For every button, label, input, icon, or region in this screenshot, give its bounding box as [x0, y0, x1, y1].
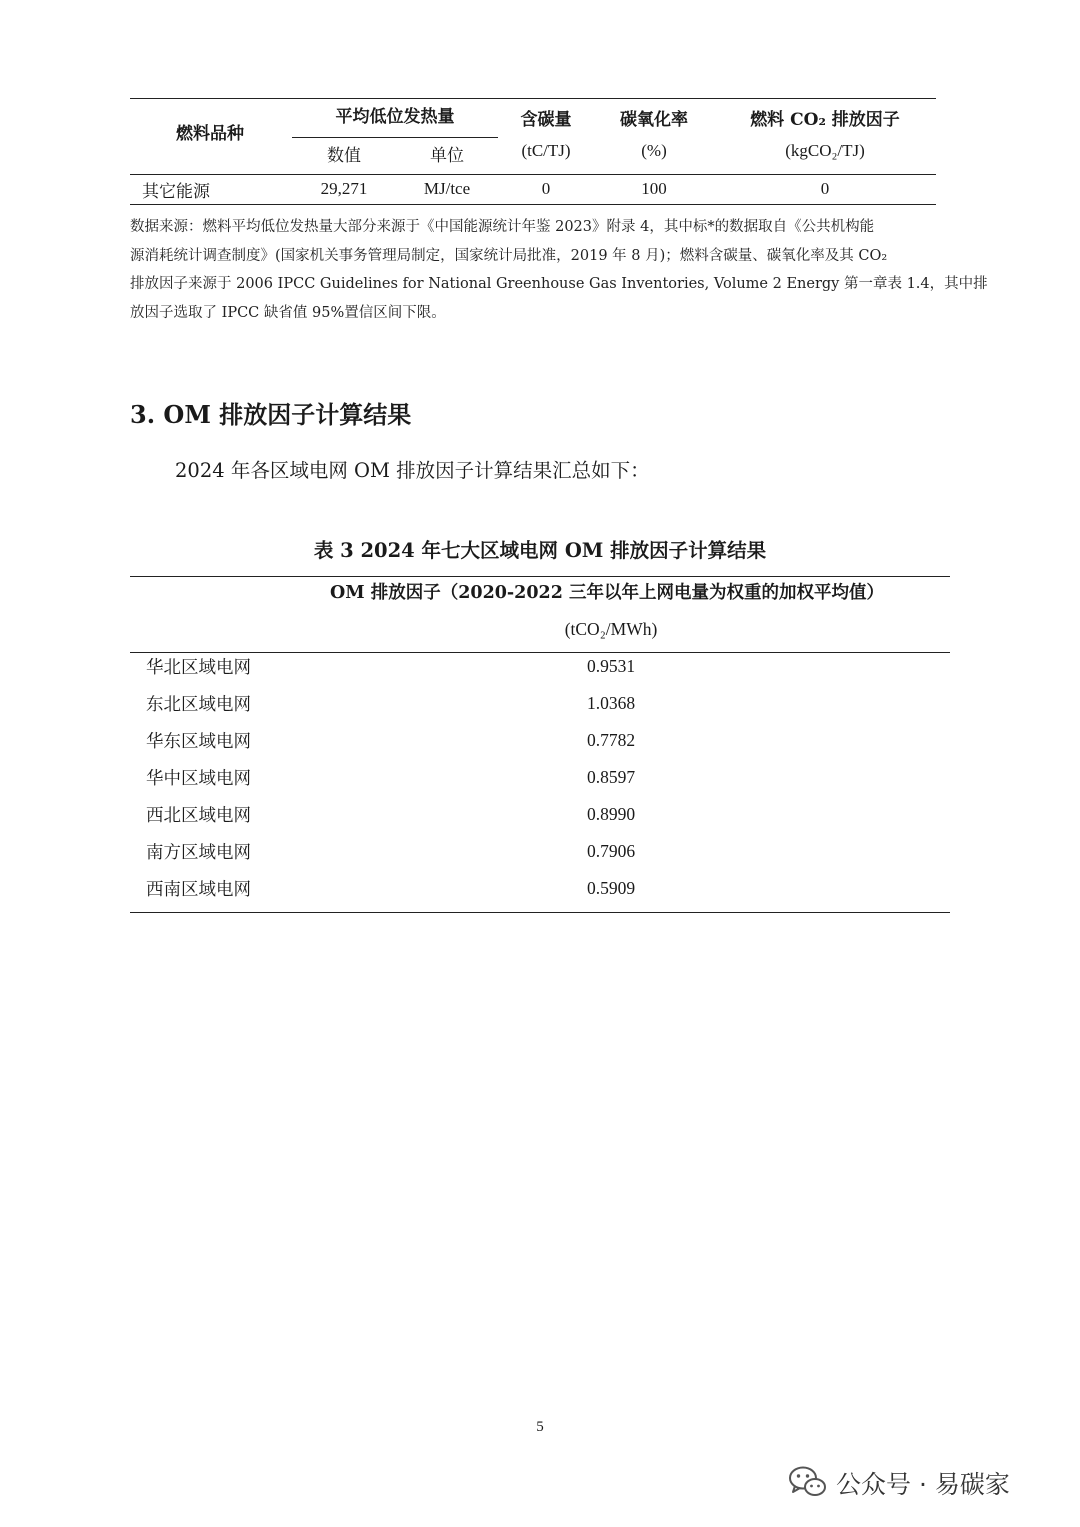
header-bottom-rule	[130, 174, 936, 175]
source-note-line: 放因子选取了 IPCC 缺省值 95%置信区间下限。	[130, 304, 446, 321]
row-region: 西北区域电网	[146, 806, 251, 826]
header-carbon-content-unit: (tC/TJ)	[521, 141, 571, 160]
row-value: 0.8990	[586, 804, 636, 824]
header-emission-factor: 燃料 CO₂ 排放因子	[750, 110, 900, 130]
header-oxidation-rate-unit: (%)	[641, 141, 667, 160]
row-region: 华中区域电网	[146, 769, 251, 789]
source-note	[130, 213, 988, 327]
row-value: 0.7906	[586, 841, 636, 861]
header-oxidation-rate: 碳氧化率	[620, 110, 688, 130]
table-bottom-rule	[130, 912, 950, 913]
wechat-icon	[788, 1465, 828, 1499]
row-region: 华东区域电网	[146, 732, 251, 752]
header-avg-calorific: 平均低位发热量	[335, 107, 455, 127]
om-header: OM 排放因子（2020-2022 三年以年上网电量为权重的加权平均值）	[330, 583, 884, 603]
row-value: 1.0368	[586, 693, 636, 713]
row-region: 东北区域电网	[146, 695, 251, 715]
row-factor: 0	[820, 179, 830, 198]
row-value: 0.5909	[586, 878, 636, 898]
footer-label: 公众号 · 易碳家	[836, 1470, 1010, 1499]
table-bottom-rule	[130, 204, 936, 205]
row-oxidation: 100	[641, 179, 667, 198]
table-top-rule	[130, 98, 936, 99]
header-unit: 单位	[430, 146, 464, 166]
row-unit: MJ/tce	[423, 179, 471, 198]
source-note-line: 数据来源：燃料平均低位发热量大部分来源于《中国能源统计年鉴 2023》附录 4，其中标*的数据取自《公共机构能	[130, 219, 875, 235]
header-value: 数值	[327, 146, 361, 166]
row-value: 0.8597	[586, 767, 636, 787]
row-region: 华北区域电网	[146, 658, 251, 678]
source-note-line: 源消耗统计调查制度》(国家机关事务管理局制定，国家统计局批准，2019 年 8 月)；燃料含碳量、碳氧化率及其 CO₂	[130, 247, 888, 264]
row-region: 西南区域电网	[146, 880, 251, 900]
row-value: 0.9531	[586, 656, 636, 676]
row-carbon: 0	[541, 179, 551, 198]
row-value: 0.7782	[586, 730, 636, 750]
row-fuel: 其它能源	[142, 182, 210, 202]
om-unit: (tCO₂/MWh)	[564, 619, 658, 639]
table-top-rule	[130, 576, 950, 577]
source-note-line: 排放因子来源于 2006 IPCC Guidelines for National Greenhouse Gas Inventories, Volume 2 Energy 第一章表 1.4，其中排	[130, 276, 988, 292]
row-value: 29,271	[320, 179, 368, 198]
section-heading: 3. OM 排放因子计算结果	[130, 400, 412, 429]
header-fuel-type: 燃料品种	[176, 124, 244, 144]
page-number: 5	[536, 1419, 544, 1435]
section-paragraph: 2024 年各区域电网 OM 排放因子计算结果汇总如下：	[175, 459, 650, 482]
row-region: 南方区域电网	[146, 843, 251, 863]
header-carbon-content: 含碳量	[520, 110, 572, 130]
header-bottom-rule	[130, 652, 950, 653]
table-caption: 表 3 2024 年七大区域电网 OM 排放因子计算结果	[313, 539, 767, 562]
header-emission-factor-unit: (kgCO₂/TJ)	[785, 141, 865, 160]
header-sub-rule	[292, 137, 498, 138]
